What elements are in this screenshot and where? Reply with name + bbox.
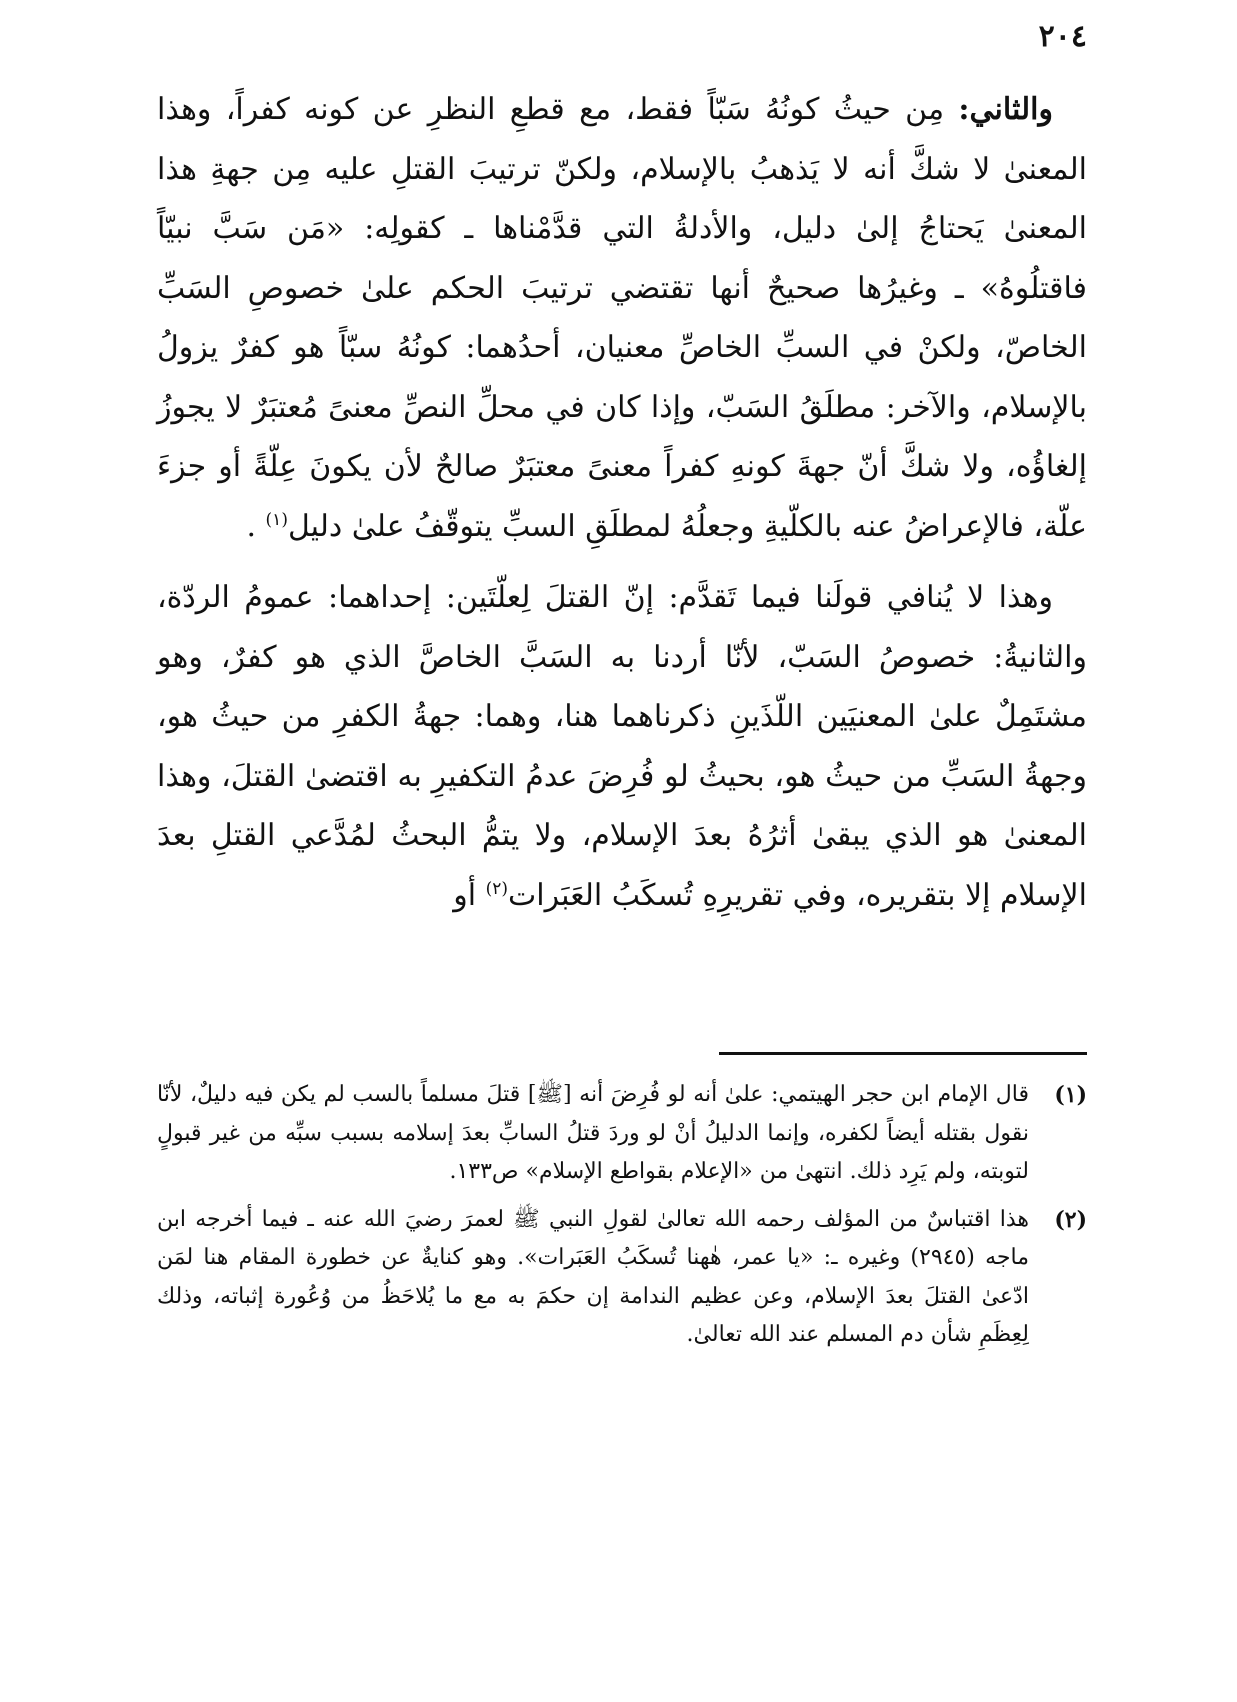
footnote-1 (157, 1076, 1087, 1192)
paragraph-2-text: وهذا لا يُنافي قولَنا فيما تَقدَّم: إنّ القتلَ لِعلّتَين: إحداهما: عمومُ الردّة، والثانيةُ: خصوصُ السَبّ، لأنّا أردنا به السَبَّ الخاصَّ الذي هو كفرٌ، وهو مشتَمِلٌ علىٰ المعنيَين اللّذَينِ ذكرناهما هنا، وهما: جهةُ الكفرِ من حيثُ هو، وجهةُ السَبِّ من حيثُ هو، بحيثُ لو فُرِضَ عدمُ التكفيرِ به اقتضىٰ القتلَ، وهذا المعنىٰ هو الذي يبقىٰ أثرُهُ بعدَ الإسلام، ولا يتمُّ البحثُ لمُدَّعي القتلِ بعدَ الإسلام إلا بتقريره، وفي تقريرِهِ تُسكَبُ العَبَرات (157, 580, 1087, 913)
main-text (157, 80, 1087, 925)
paragraph-1-text: مِن حيثُ كونُهُ سَبّاً فقط، مع قطعِ النظرِ عن كونه كفراً، وهذا المعنىٰ لا شكَّ أنه لا يَذهبُ بالإسلام، ولكنّ ترتيبَ القتلِ عليه مِن جهةِ هذا المعنىٰ يَحتاجُ إلىٰ دليل، والأدلةُ التي قدَّمْناها ـ كقولِه: «مَن سَبَّ نبيّاً فاقتلُوهُ» ـ وغيرُها صحيحٌ أنها تقتضي ترتيبَ الحكم علىٰ خصوصِ السَبِّ الخاصّ، ولكنْ في السبِّ الخاصِّ معنيان، أحدُهما: كونُهُ سبّاً هو كفرٌ يزولُ بالإسلام، والآخر: مطلَقُ السَبّ، وإذا كان في محلِّ النصِّ معنىً مُعتبَرٌ لا يجوزُ إلغاؤُه، ولا شكَّ أنّ جهةَ كونهِ كفراً معنىً معتبَرٌ صالحٌ لأن يكونَ عِلّةً أو جزءَ علّة، فالإعراضُ عنه بالكلّيةِ وجعلُهُ لمطلَقِ السبِّ يتوقّفُ علىٰ دليل (157, 92, 1087, 544)
footnote-2-marker: (٢) (1054, 1206, 1087, 1233)
paragraph-1-end: . (246, 508, 266, 544)
footnote-1-text: قال الإمام ابن حجر الهيتمي: علىٰ أنه لو فُرِضَ أنه [ﷺ] قتلَ مسلماً بالسب لم يكن فيه دليلٌ، لأنّا نقول بقتله أيضاً لكفره، وإنما الدليلُ أنْ لو وردَ قتلُ السابِّ بعدَ إسلامه بسبب سبِّه من غير قبولٍ لتوبته، ولم يَرِد ذلك. انتهىٰ من «الإعلام بقواطع الإسلام» ص١٣٣. (157, 1082, 1029, 1184)
paragraph-1 (157, 80, 1087, 556)
paragraph-1-lead-word: والثاني: (958, 92, 1053, 127)
footnote-ref-2[interactable]: (٢) (485, 878, 509, 899)
page-number: ٢٠٤ (1038, 19, 1087, 54)
paragraph-2-end: أو (453, 877, 486, 913)
footnote-2-text: هذا اقتباسٌ من المؤلف رحمه الله تعالىٰ لقولِ النبي ﷺ لعمرَ رضيَ الله عنه ـ فيما أخرجه ابن ماجه (٢٩٤٥) وغيره ـ: «يا عمر، هٰهنا تُسكَبُ العَبَرات». وهو كنايةٌ عن خطورة المقام هنا لمَن ادّعىٰ القتلَ بعدَ الإسلام، وعن عظيم الندامة إن حكمَ به مع ما يُلاحَظُ من وُعُورة إثباته، وذلك لِعِظَمِ شأن دم المسلم عند الله تعالىٰ. (157, 1206, 1029, 1347)
footnote-1-marker: (١) (1054, 1082, 1087, 1108)
footnote-2 (157, 1201, 1087, 1355)
footnotes-section (157, 1076, 1087, 1364)
footnote-ref-1[interactable]: (١) (265, 509, 288, 530)
paragraph-2 (157, 568, 1087, 925)
footnote-divider (719, 1052, 1087, 1055)
